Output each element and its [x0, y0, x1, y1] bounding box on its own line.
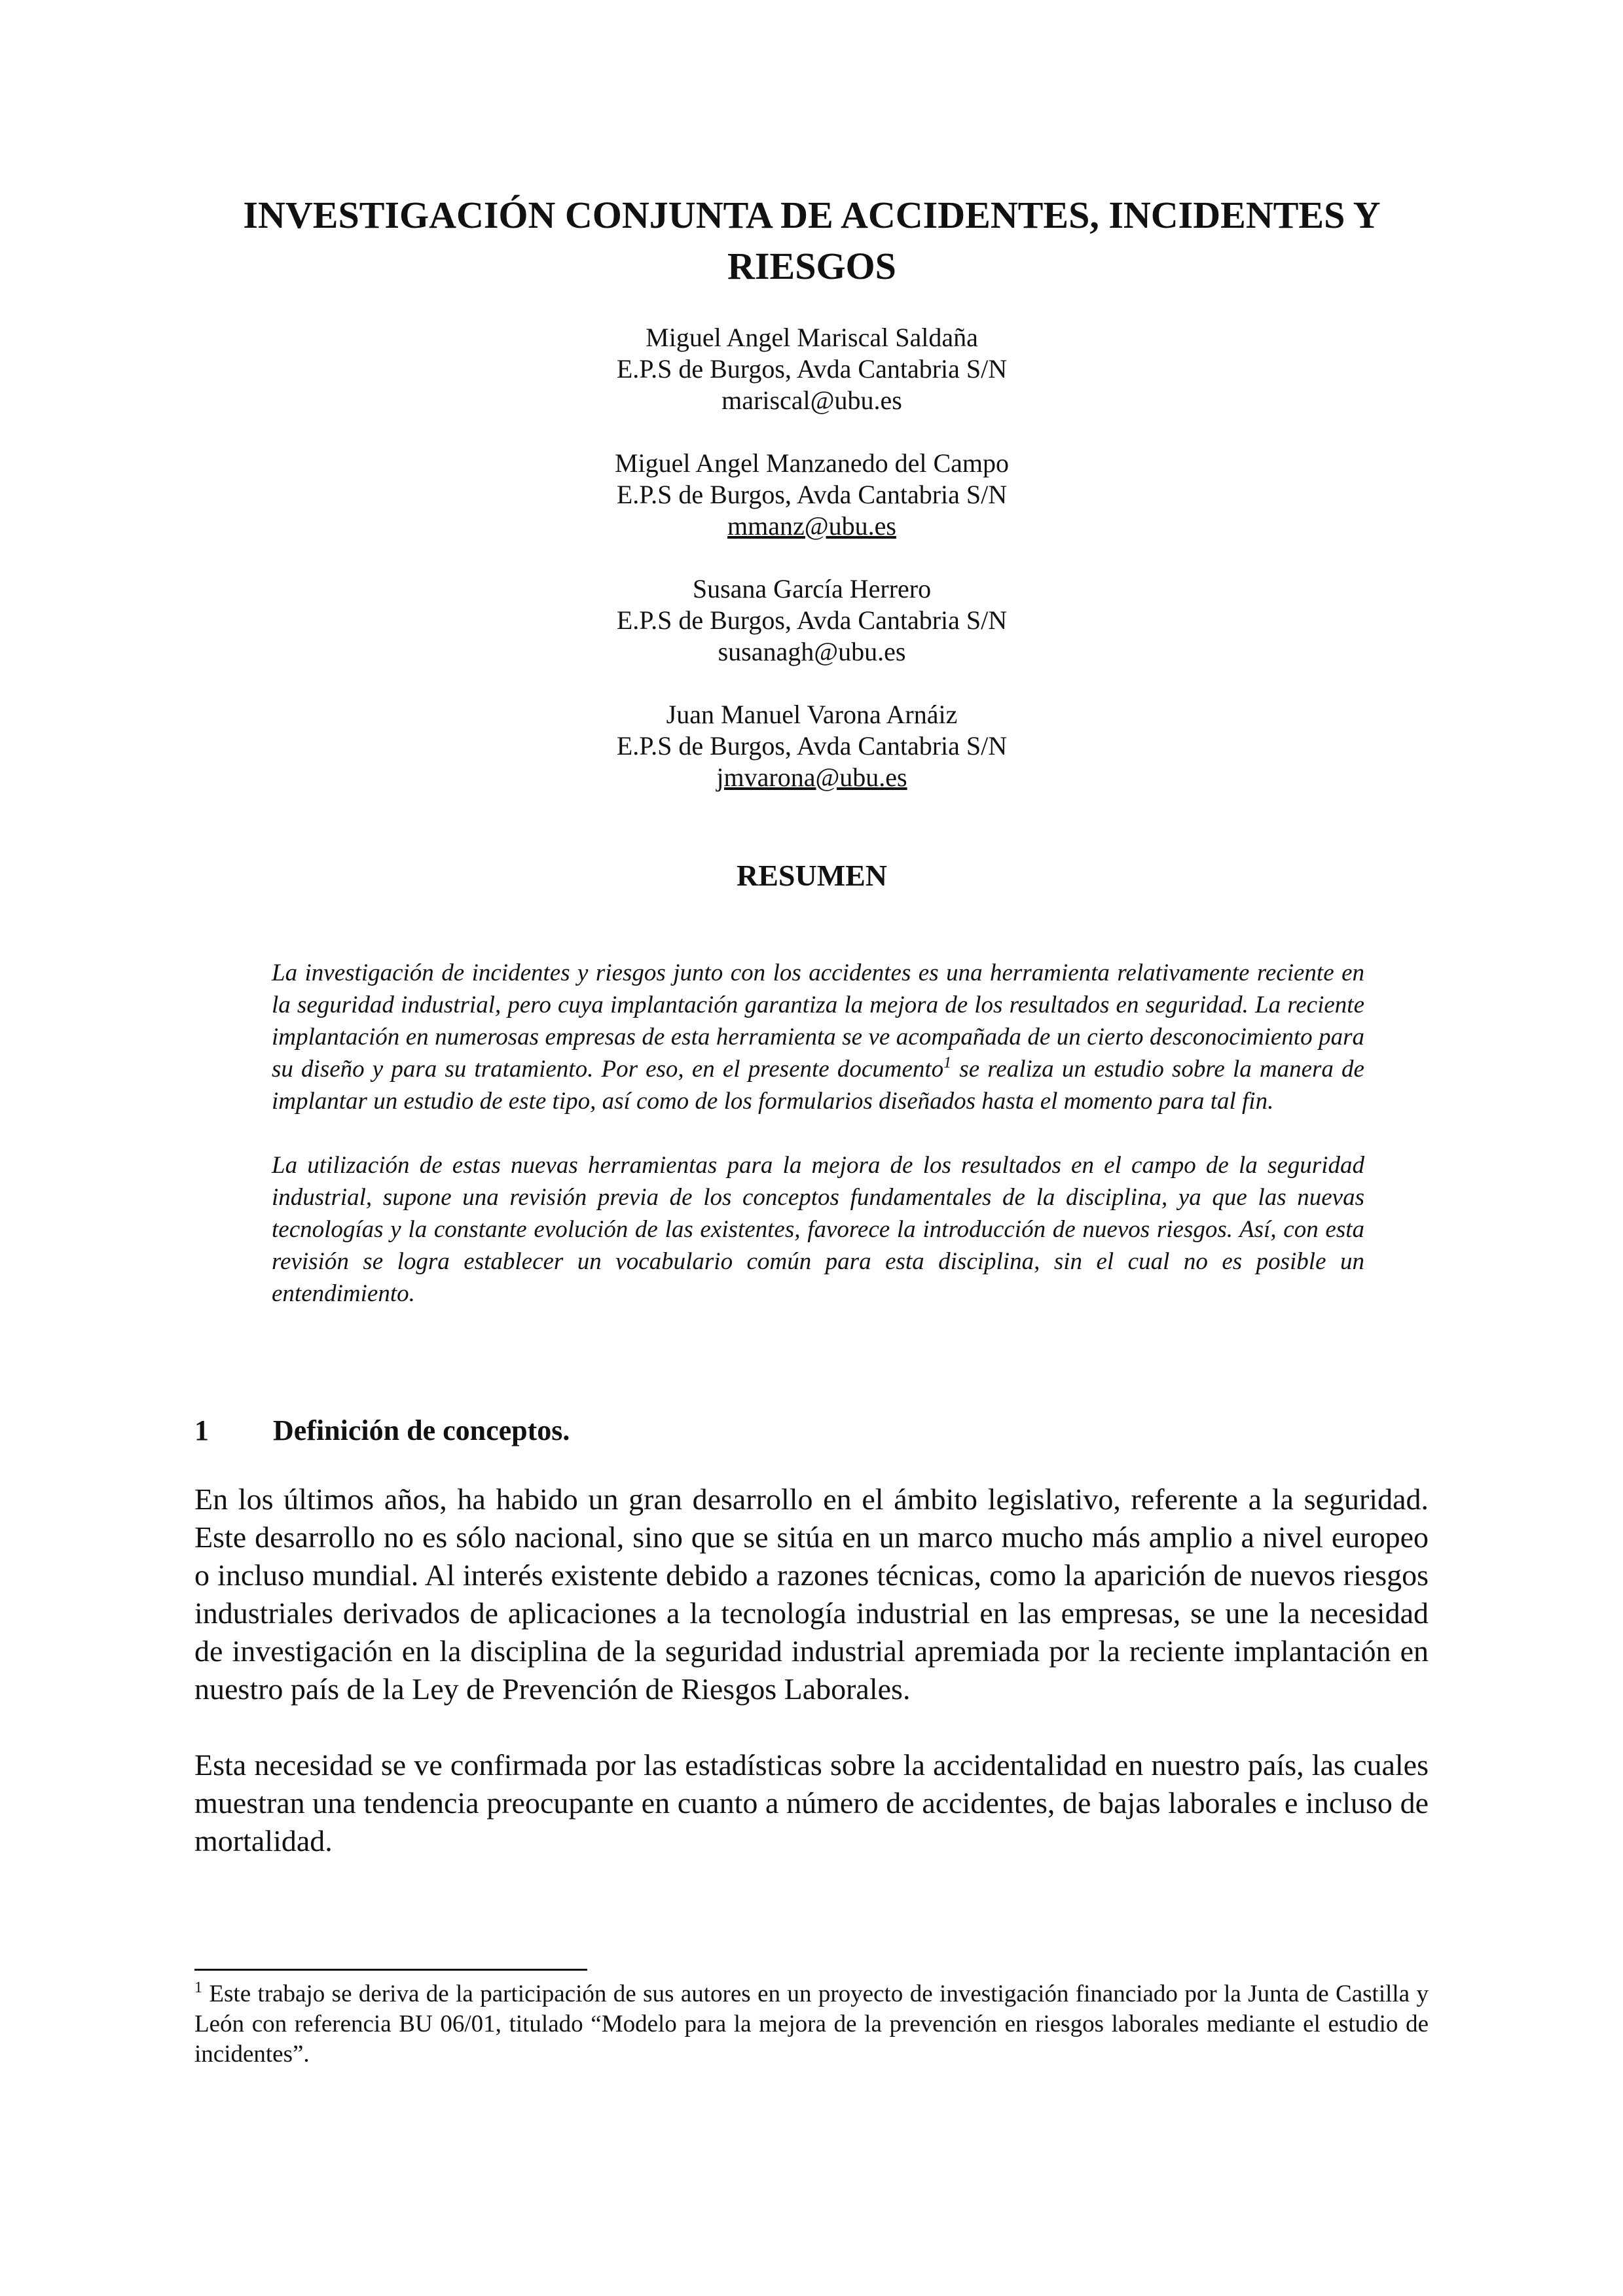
author-name: Miguel Angel Mariscal Saldaña [646, 323, 978, 352]
author-email-link[interactable]: mmanz@ubu.es [727, 511, 896, 541]
author-4 [458, 699, 1165, 793]
footnote-reference: 1 [943, 1054, 952, 1071]
footnote-divider [194, 1969, 587, 1971]
author-2 [458, 448, 1165, 542]
footnote-mark: 1 [194, 1979, 202, 1996]
abstract-heading: RESUMEN [736, 859, 888, 892]
section-heading [194, 1412, 1425, 1449]
author-email: mariscal@ubu.es [721, 386, 902, 415]
abstract-paragraph-2: La utilización de estas nuevas herramientas para la mejora de los resultados en el campo de la seguridad industrial, supone una revisión previa de los conceptos fundamentales de la disciplina, ya que las nuevas tecnologías y la constante evolución de las existentes, favorece la introducción de nuevos riesgos. Así, con esta revisión se logra establecer un vocabulario común para esta disciplina, sin el cual no es posible un entendimiento. [272, 1152, 1364, 1307]
abstract-text: La investigación de incidentes y riesgos junto con los accidentes es una herramienta relativamente reciente en la seguridad industrial, pero cuya implantación garantiza la mejora de los resultados en seguridad. La reciente implantación en numerosas empresas de esta herramienta se ve acompañada de un cierto desconocimiento para su diseño y para su tratamiento. Por eso, en el presente documento [272, 960, 1364, 1083]
body-paragraph: En los últimos años, ha habido un gran desarrollo en el ámbito legislativo, referente a la seguridad. Este desarrollo no es sólo nacional, sino que se sitúa en un marco mucho más amplio a nivel europeo o incluso mundial. Al interés existente debido a razones técnicas, como la aparición de nuevos riesgos industriales derivados de aplicaciones a la tecnología industrial en las empresas, se une la necesidad de investigación en la disciplina de la seguridad industrial apremiada por la reciente implantación en nuestro país de la Ley de Prevención de Riesgos Laborales. [194, 1482, 1429, 1706]
section-number: 1 [194, 1414, 209, 1446]
abstract-text: se realiza un estudio sobre la manera de implantar un estudio de este tipo, así como de los formularios diseñados hasta el momento para tal fin. [272, 1056, 1364, 1115]
author-name: Miguel Angel Manzanedo del Campo [614, 448, 1010, 478]
author-affiliation: E.P.S de Burgos, Avda Cantabria S/N [616, 605, 1008, 635]
author-affiliation: E.P.S de Burgos, Avda Cantabria S/N [616, 731, 1008, 761]
author-email-link[interactable]: jmvarona@ubu.es [716, 762, 907, 792]
paper-title: INVESTIGACIÓN CONJUNTA DE ACCIDENTES, INCIDENTES Y RIESGOS [243, 194, 1381, 287]
author-name: Susana García Herrero [692, 574, 932, 603]
body-paragraph: Esta necesidad se ve confirmada por las estadísticas sobre la accidentalidad en nuestro país, las cuales muestran una tendencia preocupante en cuanto a número de accidentes, de bajas laborales e incluso de mortalidad. [194, 1748, 1429, 1857]
abstract-paragraph-1 [272, 957, 1364, 1117]
section-body [194, 1480, 1429, 1898]
author-3 [458, 573, 1165, 668]
author-name: Juan Manuel Varona Arnáiz [666, 700, 958, 729]
abstract-body [272, 957, 1364, 1342]
author-block [458, 322, 1165, 825]
section-title: Definición de conceptos. [273, 1414, 570, 1446]
footnote [194, 1979, 1429, 2070]
author-affiliation: E.P.S de Burgos, Avda Cantabria S/N [616, 480, 1008, 509]
author-affiliation: E.P.S de Burgos, Avda Cantabria S/N [616, 354, 1008, 384]
footnote-text: Este trabajo se deriva de la participación de sus autores en un proyecto de investigación financiado por la Junta de Castilla y León con referencia BU 06/01, titulado “Modelo para la mejora de la prevención en riesgos laborales mediante el estudio de incidentes”. [194, 1981, 1429, 2068]
author-email: susanagh@ubu.es [718, 637, 906, 666]
author-1 [458, 322, 1165, 416]
